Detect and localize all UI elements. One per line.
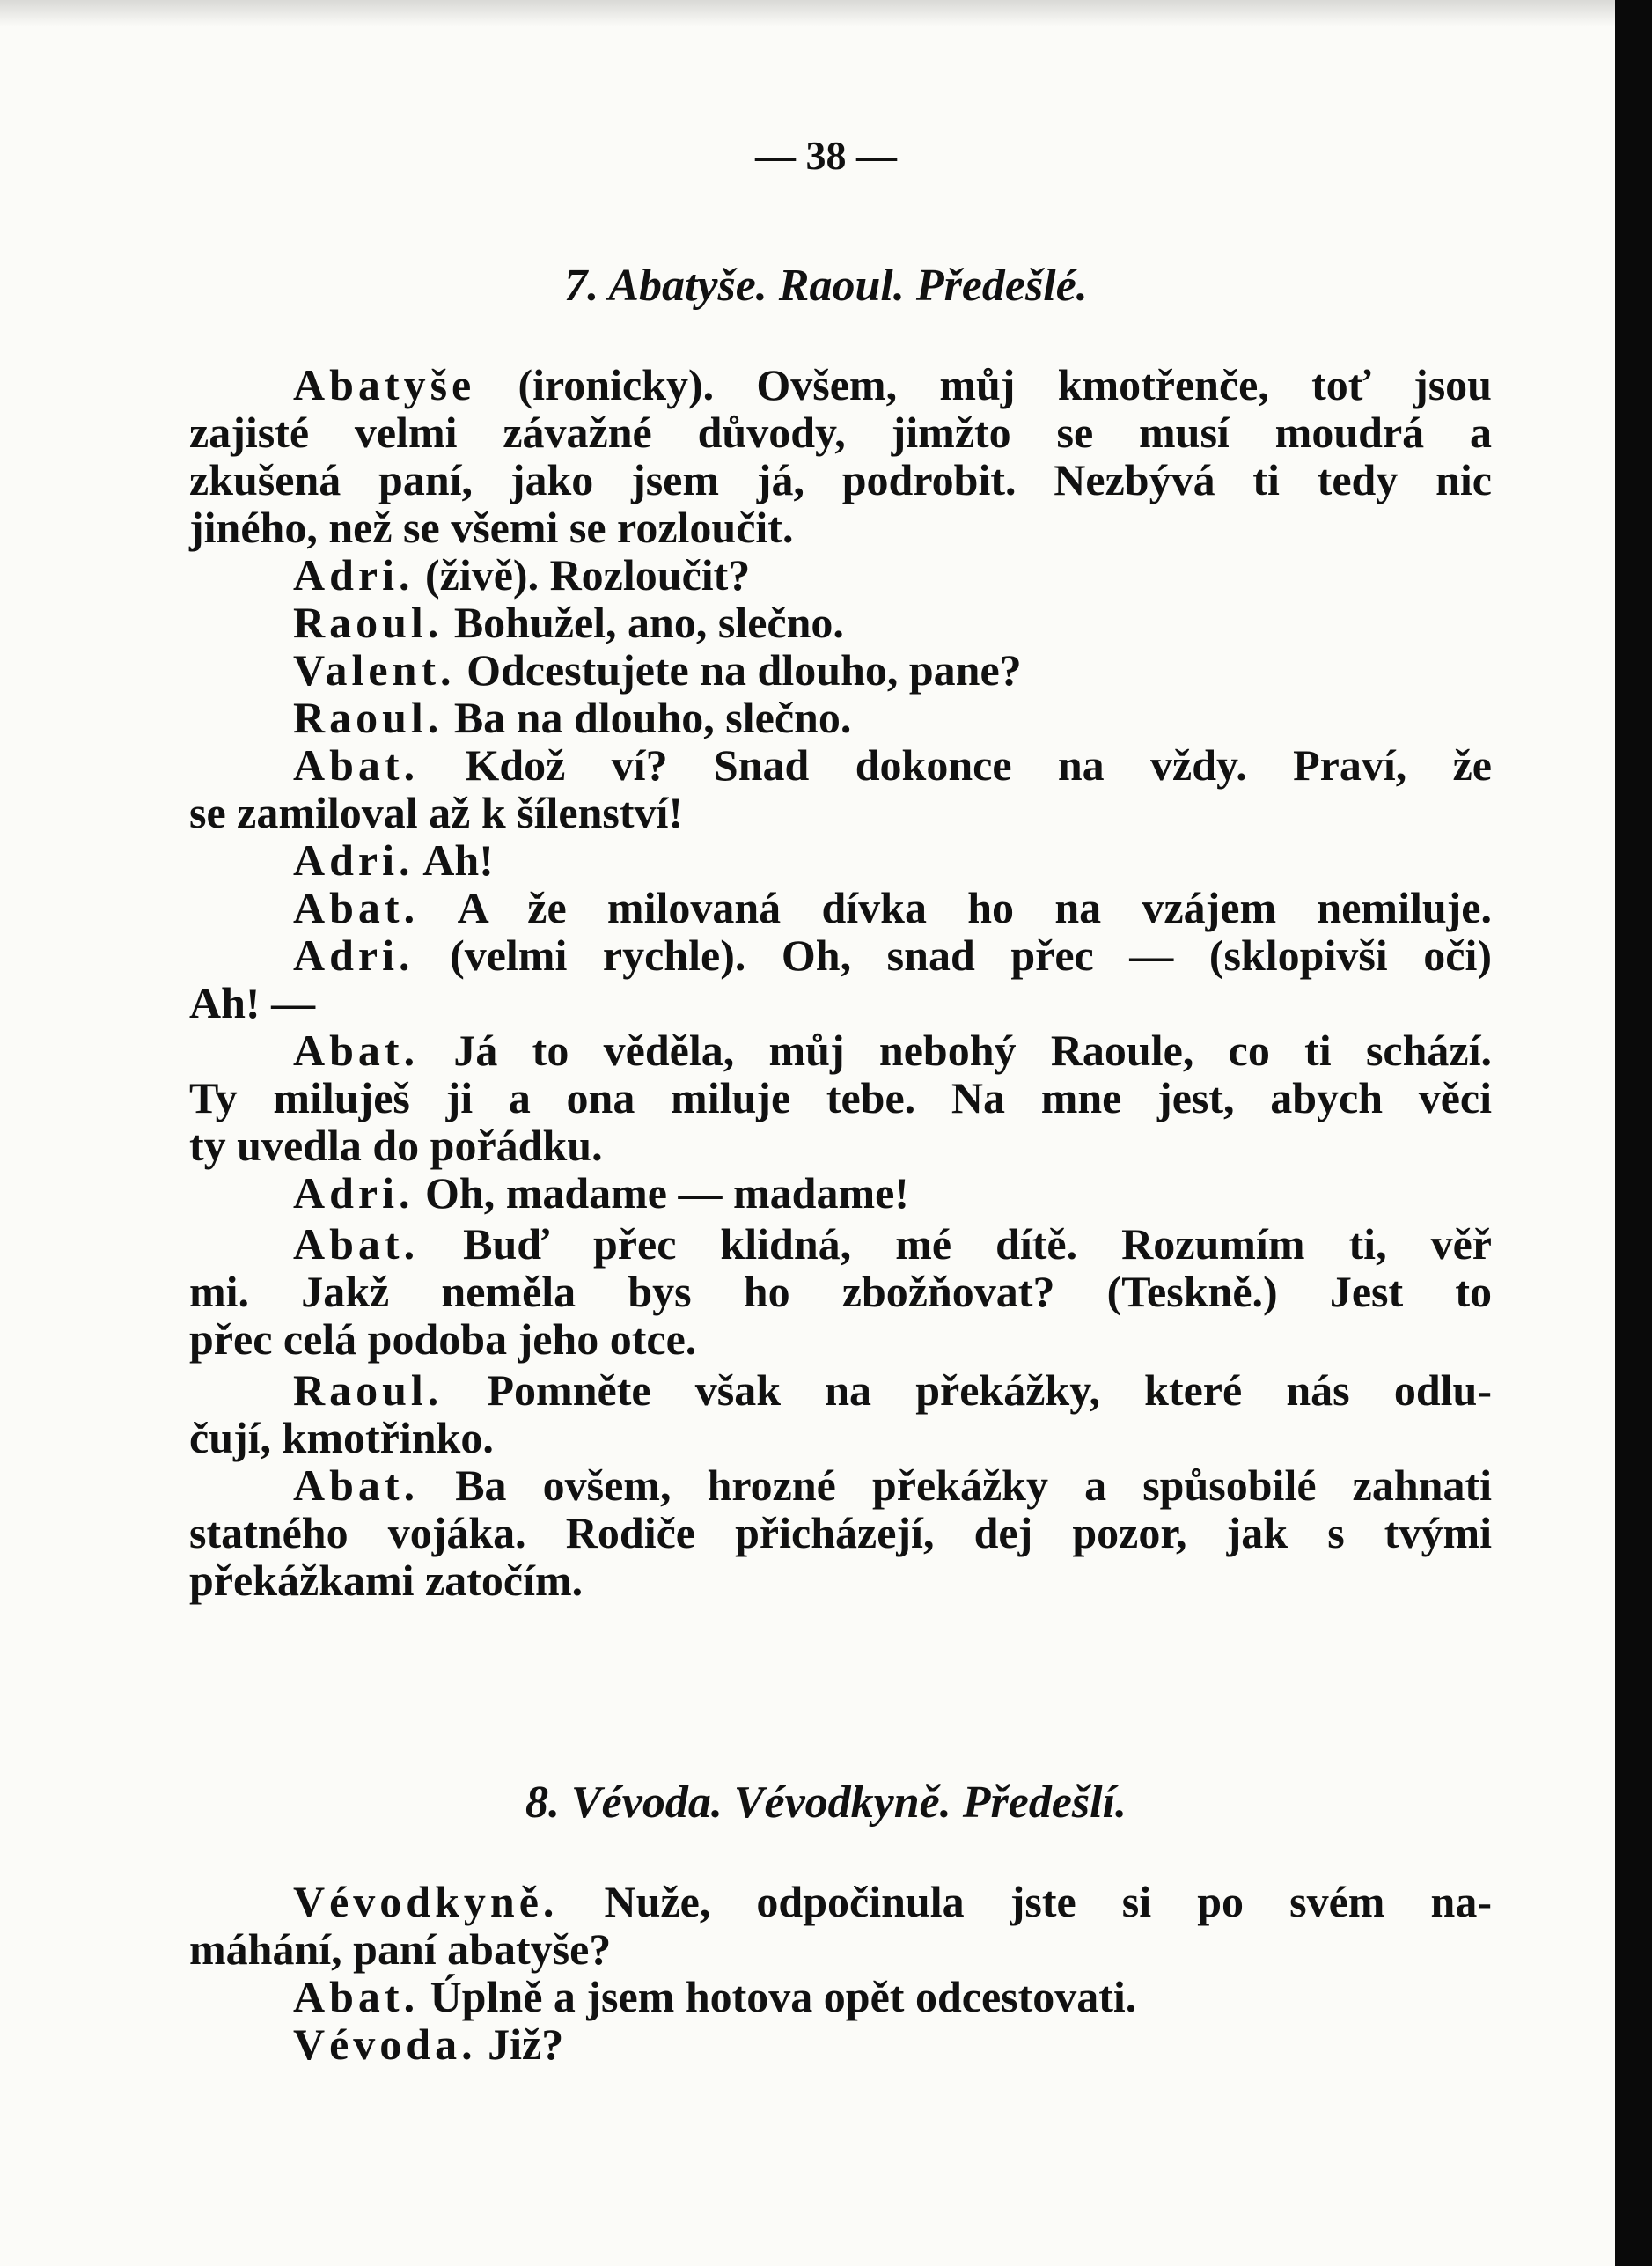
text-line: Ah! — bbox=[189, 978, 316, 1027]
line-text: Odcestujete na dlouho, pane? bbox=[455, 645, 1022, 695]
speaker-name: Adri. bbox=[293, 1168, 415, 1218]
text-line bbox=[189, 1366, 1492, 1414]
speaker-name: Raoul. bbox=[293, 598, 444, 647]
text-line bbox=[189, 694, 1492, 741]
speaker-name: Raoul. bbox=[293, 1365, 444, 1415]
text-line: mi. Jakž neměla bys ho zbožňovat? (Teskně.) Jest to bbox=[189, 1267, 1492, 1316]
text-line bbox=[189, 1169, 1492, 1217]
scene-8-heading: 8. Vévoda. Vévodkyně. Předešlí. bbox=[525, 1777, 1127, 1828]
speaker-name: Abat. bbox=[293, 1026, 420, 1075]
speaker-name: Adri. bbox=[293, 835, 415, 885]
line-text: Bohužel, ano, slečno. bbox=[443, 598, 844, 647]
speaker-name: Abat. bbox=[293, 1460, 420, 1510]
text-line bbox=[189, 1026, 1492, 1074]
text-line bbox=[189, 836, 1492, 884]
text-line bbox=[189, 1220, 1492, 1268]
text-line bbox=[189, 646, 1492, 694]
line-text: Oh, madame — madame! bbox=[414, 1168, 909, 1218]
text-line bbox=[189, 599, 1492, 646]
text-line bbox=[189, 361, 1492, 408]
text-line bbox=[189, 931, 1492, 979]
line-text: Kdož ví? Snad dokonce na vždy. Praví, že bbox=[419, 740, 1492, 790]
text-line: ty uvedla do pořádku. bbox=[189, 1121, 603, 1170]
page-number: — 38 — bbox=[755, 133, 897, 178]
text-line: Ty miluješ ji a ona miluje tebe. Na mne jest, abych věci bbox=[189, 1073, 1492, 1122]
speaker-name: Valent. bbox=[293, 645, 456, 695]
text-line: jiného, než se všemi se rozloučit. bbox=[189, 503, 794, 552]
speaker-name: Abatyše bbox=[293, 360, 476, 409]
text-line bbox=[189, 884, 1492, 931]
text-line: přec celá podoba jeho otce. bbox=[189, 1314, 697, 1364]
speaker-name: Adri. bbox=[293, 931, 415, 980]
line-text: Již? bbox=[476, 2020, 564, 2069]
speaker-name: Abat. bbox=[293, 740, 420, 790]
line-text: Ba na dlouho, slečno. bbox=[443, 693, 852, 742]
line-text: Úplně a jsem hotova opět odcestovati. bbox=[419, 1972, 1137, 2021]
line-text: Ba ovšem, hrozné překážky a spůsobilé zahnati bbox=[419, 1460, 1492, 1510]
speaker-name: Abat. bbox=[293, 1219, 420, 1269]
speaker-name: Raoul. bbox=[293, 693, 444, 742]
line-text: (velmi rychle). Oh, snad přec — (sklopivši oči) bbox=[414, 931, 1492, 980]
line-text: A že milovaná dívka ho na vzájem nemiluje. bbox=[419, 883, 1492, 932]
text-line bbox=[189, 1973, 1492, 2020]
text-line bbox=[189, 2020, 1492, 2068]
line-text: Ah! bbox=[414, 835, 494, 885]
speaker-name: Adri. bbox=[293, 550, 415, 600]
scene-7-text bbox=[189, 361, 1492, 1604]
line-text: Nuže, odpočinula jste si po svém na- bbox=[558, 1877, 1492, 1926]
text-line bbox=[189, 1878, 1492, 1925]
text-line: zkušená paní, jako jsem já, podrobit. Nezbývá ti tedy nic bbox=[189, 455, 1492, 504]
speaker-name: Vévodkyně. bbox=[293, 1877, 559, 1926]
text-line bbox=[189, 551, 1492, 599]
line-text: (živě). Rozloučit? bbox=[414, 550, 751, 600]
speaker-name: Abat. bbox=[293, 1972, 420, 2021]
text-line: statného vojáka. Rodiče přicházejí, dej pozor, jak s tvými bbox=[189, 1508, 1492, 1557]
line-text: Buď přec klidná, mé dítě. Rozumím ti, věř bbox=[419, 1219, 1492, 1269]
speaker-name: Vévoda. bbox=[293, 2020, 477, 2069]
line-text: Já to věděla, můj nebohý Raoule, co ti schází. bbox=[419, 1026, 1492, 1075]
line-text: (ironicky). Ovšem, můj kmotřenče, toť jsou bbox=[475, 360, 1492, 409]
text-line: překážkami zatočím. bbox=[189, 1556, 584, 1605]
text-line bbox=[189, 1461, 1492, 1509]
scene-8-text bbox=[189, 1878, 1492, 2068]
text-line bbox=[189, 741, 1492, 789]
text-line: zajisté velmi závažné důvody, jimžto se musí moudrá a bbox=[189, 408, 1492, 457]
text-line: máhání, paní abatyše? bbox=[189, 1924, 612, 1974]
speaker-name: Abat. bbox=[293, 883, 420, 932]
text-line: čují, kmotřinko. bbox=[189, 1413, 494, 1462]
line-text: Pomněte však na překážky, které nás odlu- bbox=[443, 1365, 1492, 1415]
text-line: se zamiloval až k šílenství! bbox=[189, 788, 684, 837]
scene-7-heading: 7. Abatyše. Raoul. Předešlé. bbox=[564, 261, 1088, 311]
